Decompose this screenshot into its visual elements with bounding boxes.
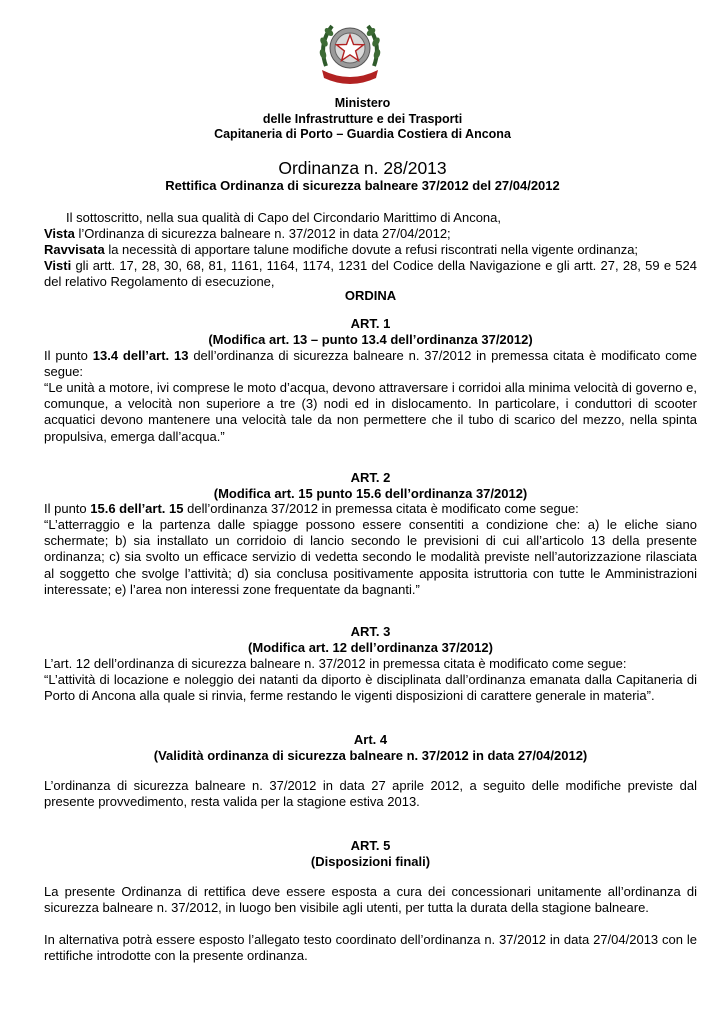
document-subtitle: Rettifica Ordinanza di sicurezza balneare 37/2012 del 27/04/2012: [165, 178, 560, 193]
art2-lead-b: dell’ordinanza 37/2012 in premessa citata è modificato come segue:: [183, 501, 579, 516]
art3-lead: L’art. 12 dell’ordinanza di sicurezza balneare n. 37/2012 in premessa citata è modificato come segue:: [44, 656, 627, 671]
vista-text: l’Ordinanza di sicurezza balneare n. 37/2012 in data 27/04/2012;: [74, 226, 451, 241]
art3-heading: ART. 3: [350, 624, 391, 639]
art1-lead-b: dell’ordinanza di sicurezza balneare n. 37/2012 in premessa citata è modificato come segue:: [44, 348, 697, 380]
art2-subheading: (Modifica art. 15 punto 15.6 dell’ordinanza 37/2012): [213, 486, 528, 501]
ministry-name-line2: delle Infrastrutture e dei Trasporti: [262, 112, 463, 126]
art2-quote: “L’atterraggio e la partenza dalle spiagge possono essere consentiti a condizione che: a) le eliche siano schermate; b) sia installato un corridoio di lancio secondo le previsioni di cui all’articolo 13 della presente ordinanza; c) sia svolto un efficace servizio di vedetta secondo le modalità previste nell’autorizzazione rilasciata al soggetto che svolge l’attività; d) sia conclusa positivamente apposita istruttoria con tutte le Amministrazioni interessate; e) l’area non interessi zone frequentate da bagnanti.”: [44, 517, 697, 597]
art4-subheading: (Validità ordinanza di sicurezza balneare n. 37/2012 in data 27/04/2012): [153, 748, 588, 763]
art2-lead-a: Il punto: [44, 501, 91, 516]
art1-subheading: (Modifica art. 13 – punto 13.4 dell’ordinanza 37/2012): [208, 332, 533, 347]
art1-lead-bold: 13.4 dell’art. 13: [92, 348, 189, 363]
art3-subheading: (Modifica art. 12 dell’ordinanza 37/2012): [248, 640, 493, 655]
ravvisata-label: Ravvisata: [44, 242, 105, 257]
ministry-name: Ministero: [334, 96, 391, 110]
italian-republic-emblem-icon: [316, 14, 384, 86]
visti-label: Visti: [44, 258, 72, 273]
art5-text2: In alternativa potrà essere esposto l’allegato testo coordinato dell’ordinanza n. 37/2012 in data 27/04/2013 con le rettifiche introdotte con la presente ordinanza.: [44, 932, 697, 964]
ordina-heading: ORDINA: [344, 288, 397, 303]
document-title: Ordinanza n. 28/2013: [278, 158, 447, 178]
art1-heading: ART. 1: [350, 316, 391, 331]
authority-name: Capitaneria di Porto – Guardia Costiera di Ancona: [214, 127, 511, 141]
vista-label: Vista: [44, 226, 75, 241]
art2-heading: ART. 2: [350, 470, 391, 485]
ravvisata-text: la necessità di apportare talune modifiche dovute a refusi riscontrati nella vigente ordinanza;: [104, 242, 639, 257]
art2-lead-bold: 15.6 dell’art. 15: [90, 501, 184, 516]
art5-heading: ART. 5: [350, 838, 391, 853]
art1-quote: “Le unità a motore, ivi comprese le moto d’acqua, devono attraversare i corridoi alla minima velocità di governo e, comunque, a velocità non superiore a tre (3) nodi ed in dislocamento. In particolare, i conduttori di scooter acquatici devono mantenere una velocità tale da non permettere che il tubo di scarico del mezzo, nella spinta propulsiva, emerga dall’acqua.”: [44, 380, 697, 444]
preamble-vista: [44, 226, 697, 242]
preamble-ravvisata: [44, 242, 697, 258]
preamble-intro: Il sottoscritto, nella sua qualità di Capo del Circondario Marittimo di Ancona,: [66, 210, 501, 225]
art4-text: L’ordinanza di sicurezza balneare n. 37/2012 in data 27 aprile 2012, a seguito delle modifiche previste dal presente provvedimento, resta valida per la stagione estiva 2013.: [44, 778, 697, 810]
art1-lead: [44, 348, 697, 380]
preamble-visti: [44, 258, 697, 290]
art2-lead: [44, 501, 697, 517]
art5-subheading: (Disposizioni finali): [310, 854, 431, 869]
art1-lead-a: Il punto: [44, 348, 93, 363]
art3-quote: “L’attività di locazione e noleggio dei natanti da diporto è disciplinata dall’ordinanza emanata dalla Capitaneria di Porto di Ancona alla quale si rinvia, ferme restando le vigenti disposizioni di carattere generale in materia”.: [44, 672, 697, 704]
art5-text1: La presente Ordinanza di rettifica deve essere esposta a cura dei concessionari unitamente all’ordinanza di sicurezza balneare n. 37/2012, in luogo ben visibile agli utenti, per tutta la durata della stagione balneare.: [44, 884, 697, 916]
visti-text: gli artt. 17, 28, 30, 68, 81, 1161, 1164, 1174, 1231 del Codice della Navigazione e gli artt. 27, 28, 59 e 524 del relativo Regolamento di esecuzione,: [44, 258, 697, 290]
art4-heading: Art. 4: [353, 732, 388, 747]
